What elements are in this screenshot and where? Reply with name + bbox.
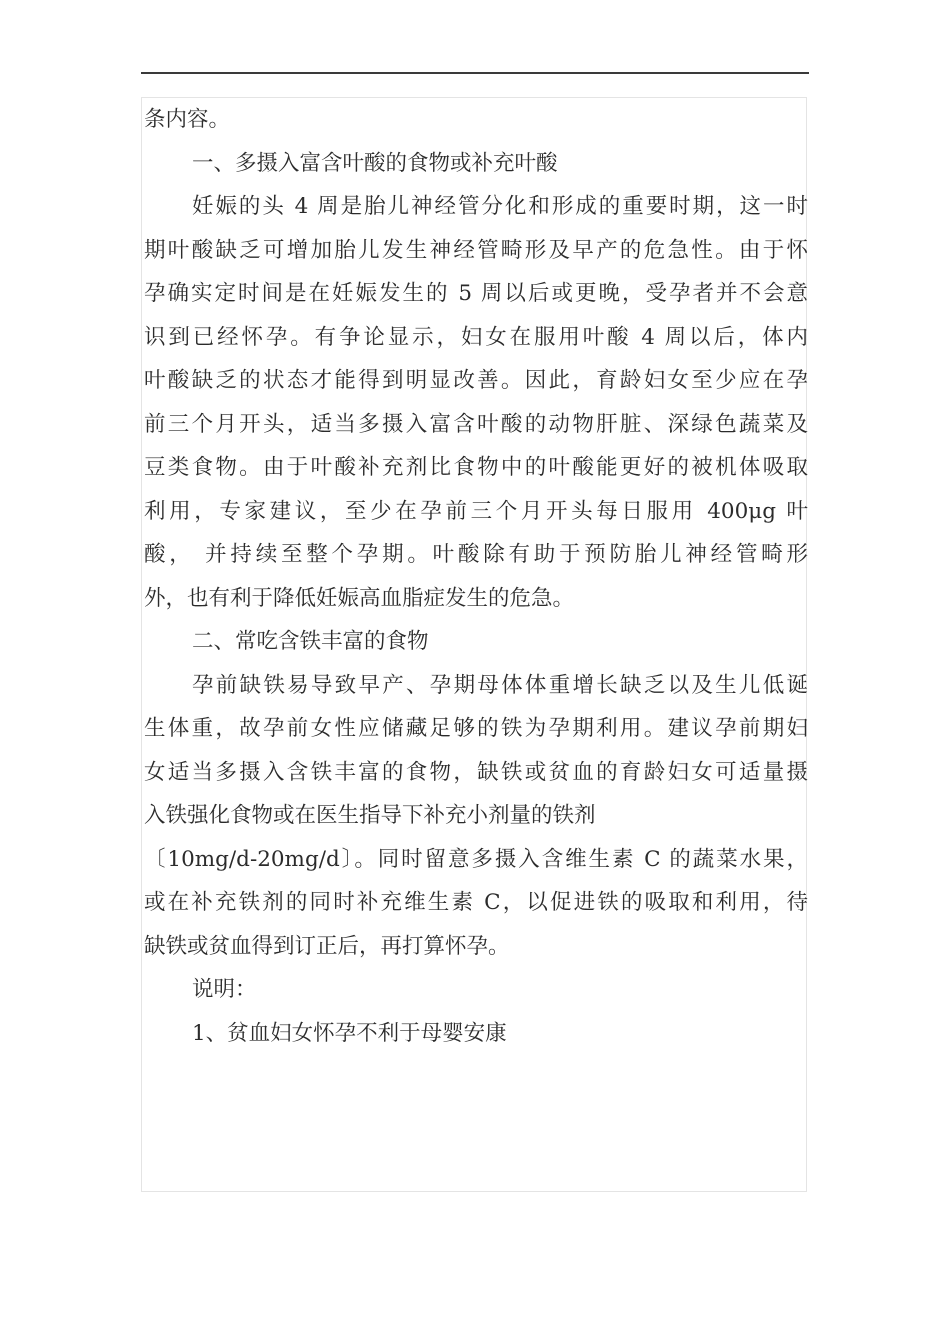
paragraph-line: 生体重，故孕前女性应储藏足够的铁为孕期利用。建议孕前期妇 <box>144 716 808 741</box>
paragraph-line: 外，也有利于降低妊娠高血脂症发生的危急。 <box>144 585 575 611</box>
paragraph-line: 酸， 并持续至整个孕期。叶酸除有助于预防胎儿神经管畸形 <box>144 542 808 567</box>
paragraph-line: 叶酸缺乏的状态才能得到明显改善。因此，育龄妇女至少应在孕 <box>144 368 808 393</box>
paragraph-line: 识到已经怀孕。有争论显示，妇女在服用叶酸 4 周以后，体内 <box>144 324 808 350</box>
paragraph-line: 女适当多摄入含铁丰富的食物，缺铁或贫血的育龄妇女可适量摄 <box>144 759 808 785</box>
paragraph-line: 利用，专家建议，至少在孕前三个月开头每日服用 400μg 叶 <box>144 498 808 524</box>
paragraph-line: 孕前缺铁易导致早产、孕期母体体重增长缺乏以及生儿低诞 <box>192 672 808 698</box>
text-line-continuation: 条内容。 <box>144 107 231 132</box>
paragraph-line: 缺铁或贫血得到订正后，再打算怀孕。 <box>144 933 510 959</box>
paragraph-line: 豆类食物。由于叶酸补充剂比食物中的叶酸能更好的被机体吸取 <box>144 455 808 480</box>
note-heading: 说明： <box>192 977 257 1002</box>
document-body <box>144 98 808 1055</box>
paragraph-line: 入铁强化食物或在医生指导下补充小剂量的铁剂 <box>144 803 596 828</box>
section-heading-iron: 二、常吃含铁丰富的食物 <box>192 629 429 654</box>
paragraph-line: 前三个月开头，适当多摄入富含叶酸的动物肝脏、深绿色蔬菜及 <box>144 411 808 437</box>
paragraph-line: 期叶酸缺乏可增加胎儿发生神经管畸形及早产的危急性。由于怀 <box>144 237 808 263</box>
note-item: 1、贫血妇女怀孕不利于母婴安康 <box>192 1020 507 1046</box>
paragraph-line: 〔10mg/d-20mg/d〕。同时留意多摄入含维生素 C 的蔬菜水果， <box>144 846 808 872</box>
section-heading-folic-acid: 一、多摄入富含叶酸的食物或补充叶酸 <box>192 150 558 176</box>
paragraph-line: 妊娠的头 4 周是胎儿神经管分化和形成的重要时期，这一时 <box>192 194 808 219</box>
paragraph-line: 孕确实定时间是在妊娠发生的 5 周以后或更晚，受孕者并不会意 <box>144 281 808 306</box>
paragraph-line: 或在补充铁剂的同时补充维生素 C，以促进铁的吸取和利用，待 <box>144 890 808 915</box>
header-rule <box>141 72 809 74</box>
